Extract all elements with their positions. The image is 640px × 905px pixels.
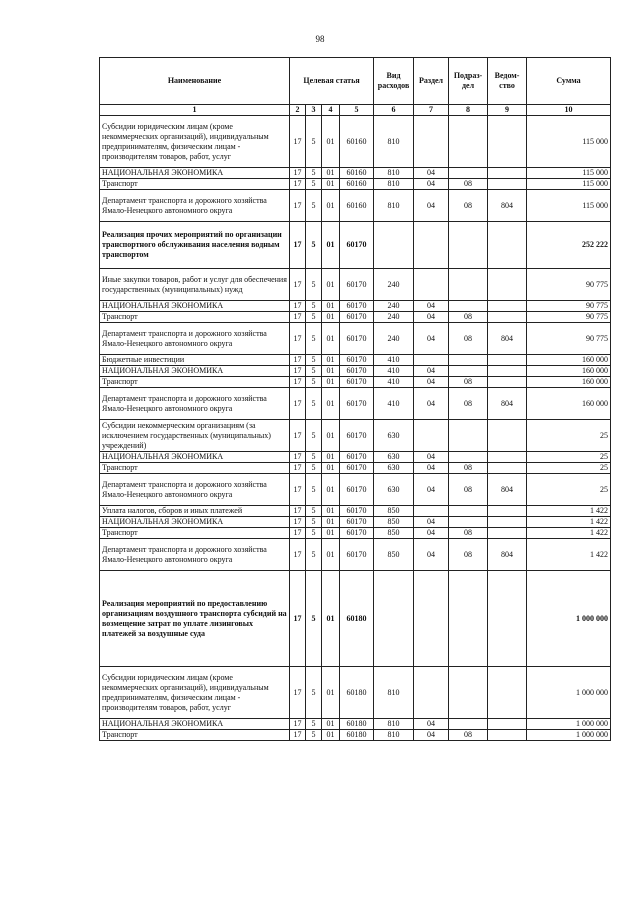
row-target-event: 01 bbox=[322, 528, 340, 539]
row-name: НАЦИОНАЛЬНАЯ ЭКОНОМИКА bbox=[100, 517, 290, 528]
row-expense-type: 810 bbox=[374, 719, 414, 730]
row-amount: 160 000 bbox=[527, 377, 611, 388]
row-expense-type: 410 bbox=[374, 355, 414, 366]
row-amount: 1 000 000 bbox=[527, 719, 611, 730]
row-department bbox=[488, 463, 527, 474]
row-target-program: 17 bbox=[290, 452, 306, 463]
header-target: Целевая статья bbox=[290, 58, 374, 105]
row-amount: 25 bbox=[527, 420, 611, 452]
col-number: 5 bbox=[340, 105, 374, 116]
row-section: 04 bbox=[414, 323, 449, 355]
row-subsection bbox=[449, 506, 488, 517]
row-subsection: 08 bbox=[449, 377, 488, 388]
row-name: Транспорт bbox=[100, 730, 290, 741]
row-amount: 1 422 bbox=[527, 517, 611, 528]
row-target-code: 60170 bbox=[340, 366, 374, 377]
row-subsection bbox=[449, 571, 488, 667]
table-row bbox=[100, 667, 611, 719]
row-target-program: 17 bbox=[290, 301, 306, 312]
row-target-program: 17 bbox=[290, 116, 306, 168]
row-target-code: 60160 bbox=[340, 116, 374, 168]
row-target-code: 60170 bbox=[340, 377, 374, 388]
row-expense-type: 810 bbox=[374, 168, 414, 179]
row-department bbox=[488, 301, 527, 312]
row-target-program: 17 bbox=[290, 388, 306, 420]
table-row bbox=[100, 366, 611, 377]
row-subsection bbox=[449, 355, 488, 366]
row-target-subprogram: 5 bbox=[306, 116, 322, 168]
row-target-event: 01 bbox=[322, 517, 340, 528]
row-target-program: 17 bbox=[290, 323, 306, 355]
row-subsection bbox=[449, 517, 488, 528]
row-name: Уплата налогов, сборов и иных платежей bbox=[100, 506, 290, 517]
row-target-subprogram: 5 bbox=[306, 452, 322, 463]
column-number-row bbox=[100, 105, 611, 116]
row-target-subprogram: 5 bbox=[306, 474, 322, 506]
row-section: 04 bbox=[414, 168, 449, 179]
row-target-program: 17 bbox=[290, 190, 306, 222]
table-row bbox=[100, 190, 611, 222]
row-name: Бюджетные инвестиции bbox=[100, 355, 290, 366]
row-amount: 1 422 bbox=[527, 528, 611, 539]
col-number: 10 bbox=[527, 105, 611, 116]
row-target-subprogram: 5 bbox=[306, 355, 322, 366]
row-amount: 115 000 bbox=[527, 179, 611, 190]
row-name: Транспорт bbox=[100, 312, 290, 323]
table-row bbox=[100, 730, 611, 741]
row-target-event: 01 bbox=[322, 719, 340, 730]
row-department bbox=[488, 366, 527, 377]
row-target-code: 60170 bbox=[340, 301, 374, 312]
row-subsection bbox=[449, 667, 488, 719]
row-target-program: 17 bbox=[290, 420, 306, 452]
table-row bbox=[100, 168, 611, 179]
row-subsection bbox=[449, 719, 488, 730]
row-subsection: 08 bbox=[449, 312, 488, 323]
row-name: Иные закупки товаров, работ и услуг для обеспечения государственных (муниципальных) нужд bbox=[100, 269, 290, 301]
table-row bbox=[100, 301, 611, 312]
row-department bbox=[488, 517, 527, 528]
row-section bbox=[414, 222, 449, 269]
row-target-subprogram: 5 bbox=[306, 377, 322, 388]
row-target-subprogram: 5 bbox=[306, 539, 322, 571]
row-target-subprogram: 5 bbox=[306, 719, 322, 730]
row-expense-type: 410 bbox=[374, 388, 414, 420]
row-target-program: 17 bbox=[290, 269, 306, 301]
row-target-event: 01 bbox=[322, 571, 340, 667]
row-target-event: 01 bbox=[322, 312, 340, 323]
row-section: 04 bbox=[414, 463, 449, 474]
table-row bbox=[100, 377, 611, 388]
row-amount: 1 422 bbox=[527, 539, 611, 571]
row-expense-type: 410 bbox=[374, 377, 414, 388]
row-target-event: 01 bbox=[322, 667, 340, 719]
row-department bbox=[488, 506, 527, 517]
row-target-code: 60170 bbox=[340, 539, 374, 571]
row-target-event: 01 bbox=[322, 116, 340, 168]
row-target-event: 01 bbox=[322, 506, 340, 517]
row-section: 04 bbox=[414, 474, 449, 506]
row-target-program: 17 bbox=[290, 667, 306, 719]
row-section: 04 bbox=[414, 388, 449, 420]
row-subsection bbox=[449, 116, 488, 168]
row-name: НАЦИОНАЛЬНАЯ ЭКОНОМИКА bbox=[100, 366, 290, 377]
col-number: 9 bbox=[488, 105, 527, 116]
row-target-event: 01 bbox=[322, 222, 340, 269]
row-amount: 25 bbox=[527, 474, 611, 506]
col-number: 3 bbox=[306, 105, 322, 116]
row-subsection bbox=[449, 452, 488, 463]
row-expense-type: 850 bbox=[374, 539, 414, 571]
row-target-code: 60170 bbox=[340, 528, 374, 539]
row-target-event: 01 bbox=[322, 323, 340, 355]
row-department: 804 bbox=[488, 539, 527, 571]
table-row bbox=[100, 452, 611, 463]
row-target-code: 60180 bbox=[340, 667, 374, 719]
row-target-subprogram: 5 bbox=[306, 222, 322, 269]
row-expense-type: 410 bbox=[374, 366, 414, 377]
row-target-subprogram: 5 bbox=[306, 463, 322, 474]
row-expense-type: 240 bbox=[374, 269, 414, 301]
row-amount: 90 775 bbox=[527, 312, 611, 323]
row-target-code: 60180 bbox=[340, 719, 374, 730]
row-target-event: 01 bbox=[322, 355, 340, 366]
row-target-event: 01 bbox=[322, 269, 340, 301]
row-amount: 160 000 bbox=[527, 388, 611, 420]
row-target-program: 17 bbox=[290, 539, 306, 571]
row-target-subprogram: 5 bbox=[306, 312, 322, 323]
row-amount: 25 bbox=[527, 452, 611, 463]
row-name: НАЦИОНАЛЬНАЯ ЭКОНОМИКА bbox=[100, 168, 290, 179]
row-amount: 115 000 bbox=[527, 168, 611, 179]
row-target-program: 17 bbox=[290, 517, 306, 528]
row-expense-type: 240 bbox=[374, 323, 414, 355]
row-target-event: 01 bbox=[322, 474, 340, 506]
row-target-event: 01 bbox=[322, 730, 340, 741]
row-target-event: 01 bbox=[322, 463, 340, 474]
table-row bbox=[100, 388, 611, 420]
col-number: 8 bbox=[449, 105, 488, 116]
row-name: Транспорт bbox=[100, 179, 290, 190]
row-department: 804 bbox=[488, 388, 527, 420]
row-department bbox=[488, 168, 527, 179]
row-target-subprogram: 5 bbox=[306, 667, 322, 719]
row-target-event: 01 bbox=[322, 452, 340, 463]
row-department bbox=[488, 420, 527, 452]
row-department: 804 bbox=[488, 474, 527, 506]
row-target-code: 60170 bbox=[340, 323, 374, 355]
row-name: Субсидии юридическим лицам (кроме некоммерческих организаций), индивидуальным предпринимателям, физическим лицам - производителям товаров, работ, услуг bbox=[100, 667, 290, 719]
row-target-code: 60170 bbox=[340, 474, 374, 506]
row-target-subprogram: 5 bbox=[306, 571, 322, 667]
table-row bbox=[100, 539, 611, 571]
row-department: 804 bbox=[488, 323, 527, 355]
row-amount: 252 222 bbox=[527, 222, 611, 269]
row-target-event: 01 bbox=[322, 168, 340, 179]
col-number: 1 bbox=[100, 105, 290, 116]
table-row bbox=[100, 571, 611, 667]
row-department bbox=[488, 571, 527, 667]
row-target-subprogram: 5 bbox=[306, 730, 322, 741]
row-target-subprogram: 5 bbox=[306, 179, 322, 190]
row-target-code: 60170 bbox=[340, 222, 374, 269]
row-target-subprogram: 5 bbox=[306, 168, 322, 179]
table-row bbox=[100, 269, 611, 301]
col-number: 7 bbox=[414, 105, 449, 116]
table-row bbox=[100, 506, 611, 517]
row-expense-type: 240 bbox=[374, 301, 414, 312]
row-target-code: 60170 bbox=[340, 355, 374, 366]
row-target-subprogram: 5 bbox=[306, 388, 322, 420]
row-target-subprogram: 5 bbox=[306, 366, 322, 377]
row-section: 04 bbox=[414, 366, 449, 377]
header-subsection: Подраз-дел bbox=[449, 58, 488, 105]
row-department bbox=[488, 730, 527, 741]
row-target-program: 17 bbox=[290, 222, 306, 269]
row-subsection: 08 bbox=[449, 539, 488, 571]
row-section bbox=[414, 116, 449, 168]
row-amount: 160 000 bbox=[527, 355, 611, 366]
row-target-subprogram: 5 bbox=[306, 323, 322, 355]
row-target-code: 60160 bbox=[340, 168, 374, 179]
row-target-event: 01 bbox=[322, 301, 340, 312]
table-row bbox=[100, 222, 611, 269]
row-target-code: 60180 bbox=[340, 571, 374, 667]
header-name: Наименование bbox=[100, 58, 290, 105]
row-section: 04 bbox=[414, 539, 449, 571]
row-target-subprogram: 5 bbox=[306, 528, 322, 539]
row-target-program: 17 bbox=[290, 179, 306, 190]
row-target-event: 01 bbox=[322, 420, 340, 452]
row-target-subprogram: 5 bbox=[306, 506, 322, 517]
row-department bbox=[488, 719, 527, 730]
row-target-code: 60170 bbox=[340, 517, 374, 528]
row-section: 04 bbox=[414, 452, 449, 463]
row-expense-type bbox=[374, 571, 414, 667]
row-target-code: 60170 bbox=[340, 269, 374, 301]
row-subsection bbox=[449, 222, 488, 269]
row-target-subprogram: 5 bbox=[306, 190, 322, 222]
row-target-code: 60170 bbox=[340, 506, 374, 517]
row-target-event: 01 bbox=[322, 388, 340, 420]
row-target-program: 17 bbox=[290, 474, 306, 506]
row-target-program: 17 bbox=[290, 377, 306, 388]
row-department bbox=[488, 312, 527, 323]
row-expense-type bbox=[374, 222, 414, 269]
row-target-subprogram: 5 bbox=[306, 517, 322, 528]
row-department bbox=[488, 222, 527, 269]
row-target-program: 17 bbox=[290, 355, 306, 366]
table-row bbox=[100, 323, 611, 355]
row-subsection: 08 bbox=[449, 190, 488, 222]
row-target-code: 60170 bbox=[340, 388, 374, 420]
row-name: Субсидии юридическим лицам (кроме некоммерческих организаций), индивидуальным предпринимателям, физическим лицам - производителям товаров, работ, услуг bbox=[100, 116, 290, 168]
row-section: 04 bbox=[414, 179, 449, 190]
col-number: 2 bbox=[290, 105, 306, 116]
row-department bbox=[488, 667, 527, 719]
row-target-code: 60170 bbox=[340, 452, 374, 463]
row-target-program: 17 bbox=[290, 463, 306, 474]
row-subsection: 08 bbox=[449, 179, 488, 190]
row-amount: 160 000 bbox=[527, 366, 611, 377]
row-amount: 115 000 bbox=[527, 190, 611, 222]
row-section: 04 bbox=[414, 528, 449, 539]
row-target-code: 60170 bbox=[340, 420, 374, 452]
row-amount: 90 775 bbox=[527, 269, 611, 301]
table-body bbox=[100, 116, 611, 741]
header-section: Раздел bbox=[414, 58, 449, 105]
row-target-event: 01 bbox=[322, 366, 340, 377]
col-number: 6 bbox=[374, 105, 414, 116]
row-target-subprogram: 5 bbox=[306, 420, 322, 452]
row-subsection: 08 bbox=[449, 474, 488, 506]
row-section: 04 bbox=[414, 190, 449, 222]
row-target-program: 17 bbox=[290, 366, 306, 377]
row-subsection: 08 bbox=[449, 730, 488, 741]
row-name: Департамент транспорта и дорожного хозяйства Ямало-Ненецкого автономного округа bbox=[100, 190, 290, 222]
row-section: 04 bbox=[414, 517, 449, 528]
row-expense-type: 630 bbox=[374, 463, 414, 474]
table-row bbox=[100, 528, 611, 539]
row-section bbox=[414, 355, 449, 366]
row-name: НАЦИОНАЛЬНАЯ ЭКОНОМИКА bbox=[100, 719, 290, 730]
row-section: 04 bbox=[414, 730, 449, 741]
row-subsection bbox=[449, 366, 488, 377]
row-name: Транспорт bbox=[100, 377, 290, 388]
row-section: 04 bbox=[414, 377, 449, 388]
row-subsection bbox=[449, 301, 488, 312]
header-department: Ведом-ство bbox=[488, 58, 527, 105]
header-row bbox=[100, 58, 611, 105]
row-section: 04 bbox=[414, 312, 449, 323]
header-amount: Сумма bbox=[527, 58, 611, 105]
row-section bbox=[414, 420, 449, 452]
header-expense-type: Вид расходов bbox=[374, 58, 414, 105]
row-department bbox=[488, 377, 527, 388]
row-target-subprogram: 5 bbox=[306, 301, 322, 312]
row-target-code: 60160 bbox=[340, 179, 374, 190]
table-row bbox=[100, 719, 611, 730]
col-number: 4 bbox=[322, 105, 340, 116]
row-department: 804 bbox=[488, 190, 527, 222]
row-expense-type: 630 bbox=[374, 474, 414, 506]
row-name: Департамент транспорта и дорожного хозяйства Ямало-Ненецкого автономного округа bbox=[100, 539, 290, 571]
table-row bbox=[100, 179, 611, 190]
row-expense-type: 810 bbox=[374, 667, 414, 719]
row-target-event: 01 bbox=[322, 377, 340, 388]
row-target-program: 17 bbox=[290, 168, 306, 179]
row-target-program: 17 bbox=[290, 312, 306, 323]
row-subsection bbox=[449, 269, 488, 301]
row-name: Реализация прочих мероприятий по организации транспортного обслуживания населения водным транспортом bbox=[100, 222, 290, 269]
row-expense-type: 850 bbox=[374, 517, 414, 528]
row-target-program: 17 bbox=[290, 719, 306, 730]
row-expense-type: 240 bbox=[374, 312, 414, 323]
row-amount: 90 775 bbox=[527, 301, 611, 312]
row-amount: 25 bbox=[527, 463, 611, 474]
row-target-code: 60160 bbox=[340, 190, 374, 222]
row-section: 04 bbox=[414, 719, 449, 730]
row-department bbox=[488, 269, 527, 301]
row-section bbox=[414, 506, 449, 517]
row-expense-type: 630 bbox=[374, 420, 414, 452]
row-department bbox=[488, 528, 527, 539]
row-target-subprogram: 5 bbox=[306, 269, 322, 301]
row-amount: 115 000 bbox=[527, 116, 611, 168]
page-number: 98 bbox=[315, 34, 325, 44]
row-section bbox=[414, 269, 449, 301]
row-expense-type: 630 bbox=[374, 452, 414, 463]
table-row bbox=[100, 355, 611, 366]
row-target-program: 17 bbox=[290, 571, 306, 667]
row-amount: 90 775 bbox=[527, 323, 611, 355]
row-subsection: 08 bbox=[449, 388, 488, 420]
table-row bbox=[100, 463, 611, 474]
row-department bbox=[488, 355, 527, 366]
table-row bbox=[100, 420, 611, 452]
row-subsection: 08 bbox=[449, 463, 488, 474]
row-amount: 1 000 000 bbox=[527, 730, 611, 741]
row-target-code: 60170 bbox=[340, 463, 374, 474]
row-name: Субсидии некоммерческим организациям (за исключением государственных (муниципальных) учреждений) bbox=[100, 420, 290, 452]
row-target-event: 01 bbox=[322, 190, 340, 222]
row-amount: 1 422 bbox=[527, 506, 611, 517]
row-target-program: 17 bbox=[290, 506, 306, 517]
row-name: Департамент транспорта и дорожного хозяйства Ямало-Ненецкого автономного округа bbox=[100, 474, 290, 506]
row-section bbox=[414, 571, 449, 667]
row-section: 04 bbox=[414, 301, 449, 312]
row-target-code: 60180 bbox=[340, 730, 374, 741]
row-name: НАЦИОНАЛЬНАЯ ЭКОНОМИКА bbox=[100, 301, 290, 312]
table-row bbox=[100, 116, 611, 168]
table-row bbox=[100, 312, 611, 323]
table-row bbox=[100, 517, 611, 528]
table-row bbox=[100, 474, 611, 506]
row-expense-type: 810 bbox=[374, 730, 414, 741]
row-amount: 1 000 000 bbox=[527, 667, 611, 719]
row-subsection: 08 bbox=[449, 323, 488, 355]
row-name: Департамент транспорта и дорожного хозяйства Ямало-Ненецкого автономного округа bbox=[100, 388, 290, 420]
row-target-event: 01 bbox=[322, 179, 340, 190]
row-name: НАЦИОНАЛЬНАЯ ЭКОНОМИКА bbox=[100, 452, 290, 463]
row-department bbox=[488, 452, 527, 463]
row-amount: 1 000 000 bbox=[527, 571, 611, 667]
row-target-code: 60170 bbox=[340, 312, 374, 323]
row-subsection bbox=[449, 168, 488, 179]
row-expense-type: 810 bbox=[374, 116, 414, 168]
row-name: Департамент транспорта и дорожного хозяйства Ямало-Ненецкого автономного округа bbox=[100, 323, 290, 355]
row-expense-type: 850 bbox=[374, 528, 414, 539]
row-department bbox=[488, 116, 527, 168]
row-subsection: 08 bbox=[449, 528, 488, 539]
row-section bbox=[414, 667, 449, 719]
row-target-event: 01 bbox=[322, 539, 340, 571]
row-department bbox=[488, 179, 527, 190]
row-name: Транспорт bbox=[100, 463, 290, 474]
row-target-program: 17 bbox=[290, 730, 306, 741]
row-expense-type: 810 bbox=[374, 190, 414, 222]
row-name: Транспорт bbox=[100, 528, 290, 539]
row-name: Реализация мероприятий по предоставлению организациям воздушного транспорта субсидий на возмещение затрат по уплате лизинговых платежей за воздушные суда bbox=[100, 571, 290, 667]
budget-table bbox=[99, 57, 611, 741]
row-expense-type: 850 bbox=[374, 506, 414, 517]
row-subsection bbox=[449, 420, 488, 452]
row-expense-type: 810 bbox=[374, 179, 414, 190]
row-target-program: 17 bbox=[290, 528, 306, 539]
